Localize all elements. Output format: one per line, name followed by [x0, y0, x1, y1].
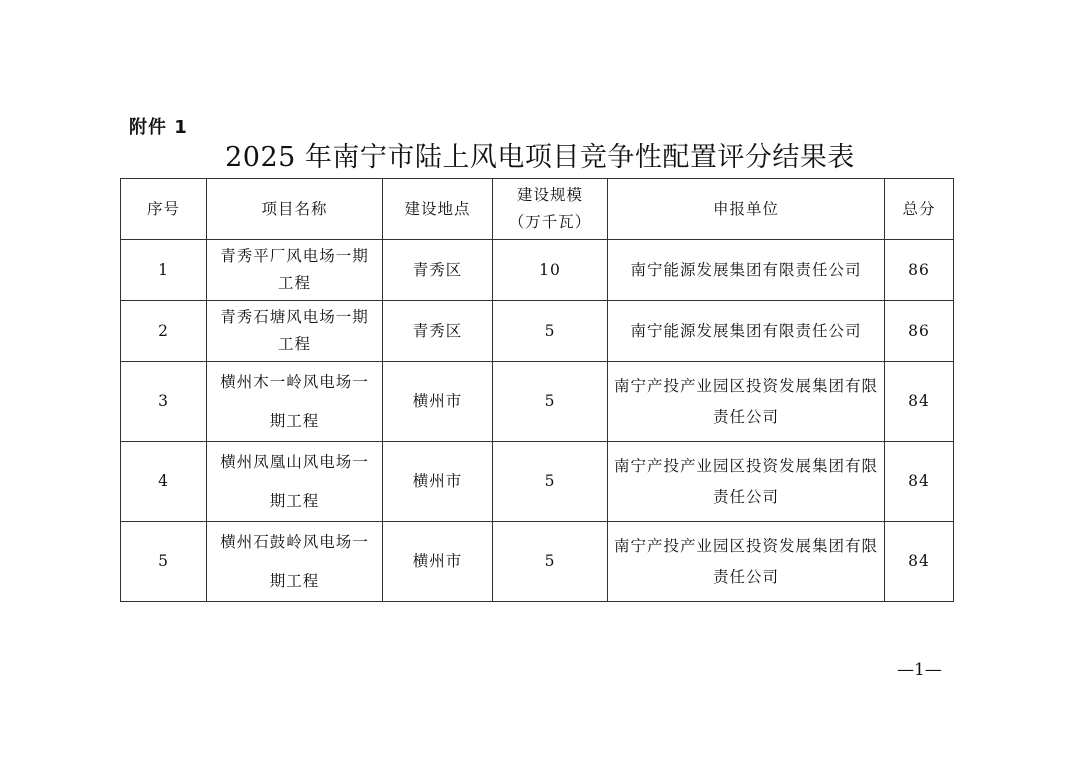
table-row	[121, 522, 954, 602]
row-applicant: 南宁产投产业园区投资发展集团有限责任公司	[608, 522, 885, 602]
row-index: 1	[121, 240, 207, 301]
row-score: 84	[885, 362, 954, 442]
row-score: 84	[885, 522, 954, 602]
document-title: 2025 年南宁市陆上风电项目竞争性配置评分结果表	[225, 142, 855, 173]
row-scale: 5	[493, 522, 608, 602]
header-scale	[493, 179, 608, 240]
row-index: 5	[121, 522, 207, 602]
row-scale: 5	[493, 362, 608, 442]
row-location: 青秀区	[383, 301, 493, 362]
row-score: 86	[885, 301, 954, 362]
row-index: 2	[121, 301, 207, 362]
table-row	[121, 301, 954, 362]
header-scale-unit: （万千瓦）	[508, 213, 592, 231]
row-index: 4	[121, 442, 207, 522]
table-row	[121, 442, 954, 522]
header-location: 建设地点	[383, 179, 493, 240]
row-project-name: 横州木一岭风电场一期工程	[207, 362, 383, 442]
header-score: 总分	[885, 179, 954, 240]
table-body	[121, 240, 954, 602]
row-scale: 10	[493, 240, 608, 301]
header-applicant: 申报单位	[608, 179, 885, 240]
row-project-name: 横州石鼓岭风电场一期工程	[207, 522, 383, 602]
row-project-name: 青秀石塘风电场一期工程	[207, 301, 383, 362]
row-scale: 5	[493, 442, 608, 522]
page-number: —1—	[897, 660, 942, 680]
row-score: 84	[885, 442, 954, 522]
row-project-name: 青秀平厂风电场一期工程	[207, 240, 383, 301]
row-location: 横州市	[383, 362, 493, 442]
score-table	[120, 178, 954, 602]
row-applicant: 南宁能源发展集团有限责任公司	[608, 240, 885, 301]
row-project-name: 横州凤凰山风电场一期工程	[207, 442, 383, 522]
row-applicant: 南宁能源发展集团有限责任公司	[608, 301, 885, 362]
row-location: 青秀区	[383, 240, 493, 301]
table-row	[121, 240, 954, 301]
row-scale: 5	[493, 301, 608, 362]
row-applicant: 南宁产投产业园区投资发展集团有限责任公司	[608, 362, 885, 442]
header-index: 序号	[121, 179, 207, 240]
row-score: 86	[885, 240, 954, 301]
header-scale-label: 建设规模	[516, 186, 583, 204]
row-index: 3	[121, 362, 207, 442]
header-row	[121, 179, 954, 240]
table-row	[121, 362, 954, 442]
table-header	[121, 179, 954, 240]
row-applicant: 南宁产投产业园区投资发展集团有限责任公司	[608, 442, 885, 522]
header-project-name: 项目名称	[207, 179, 383, 240]
row-location: 横州市	[383, 442, 493, 522]
row-location: 横州市	[383, 522, 493, 602]
attachment-label: 附件 1	[129, 117, 188, 138]
